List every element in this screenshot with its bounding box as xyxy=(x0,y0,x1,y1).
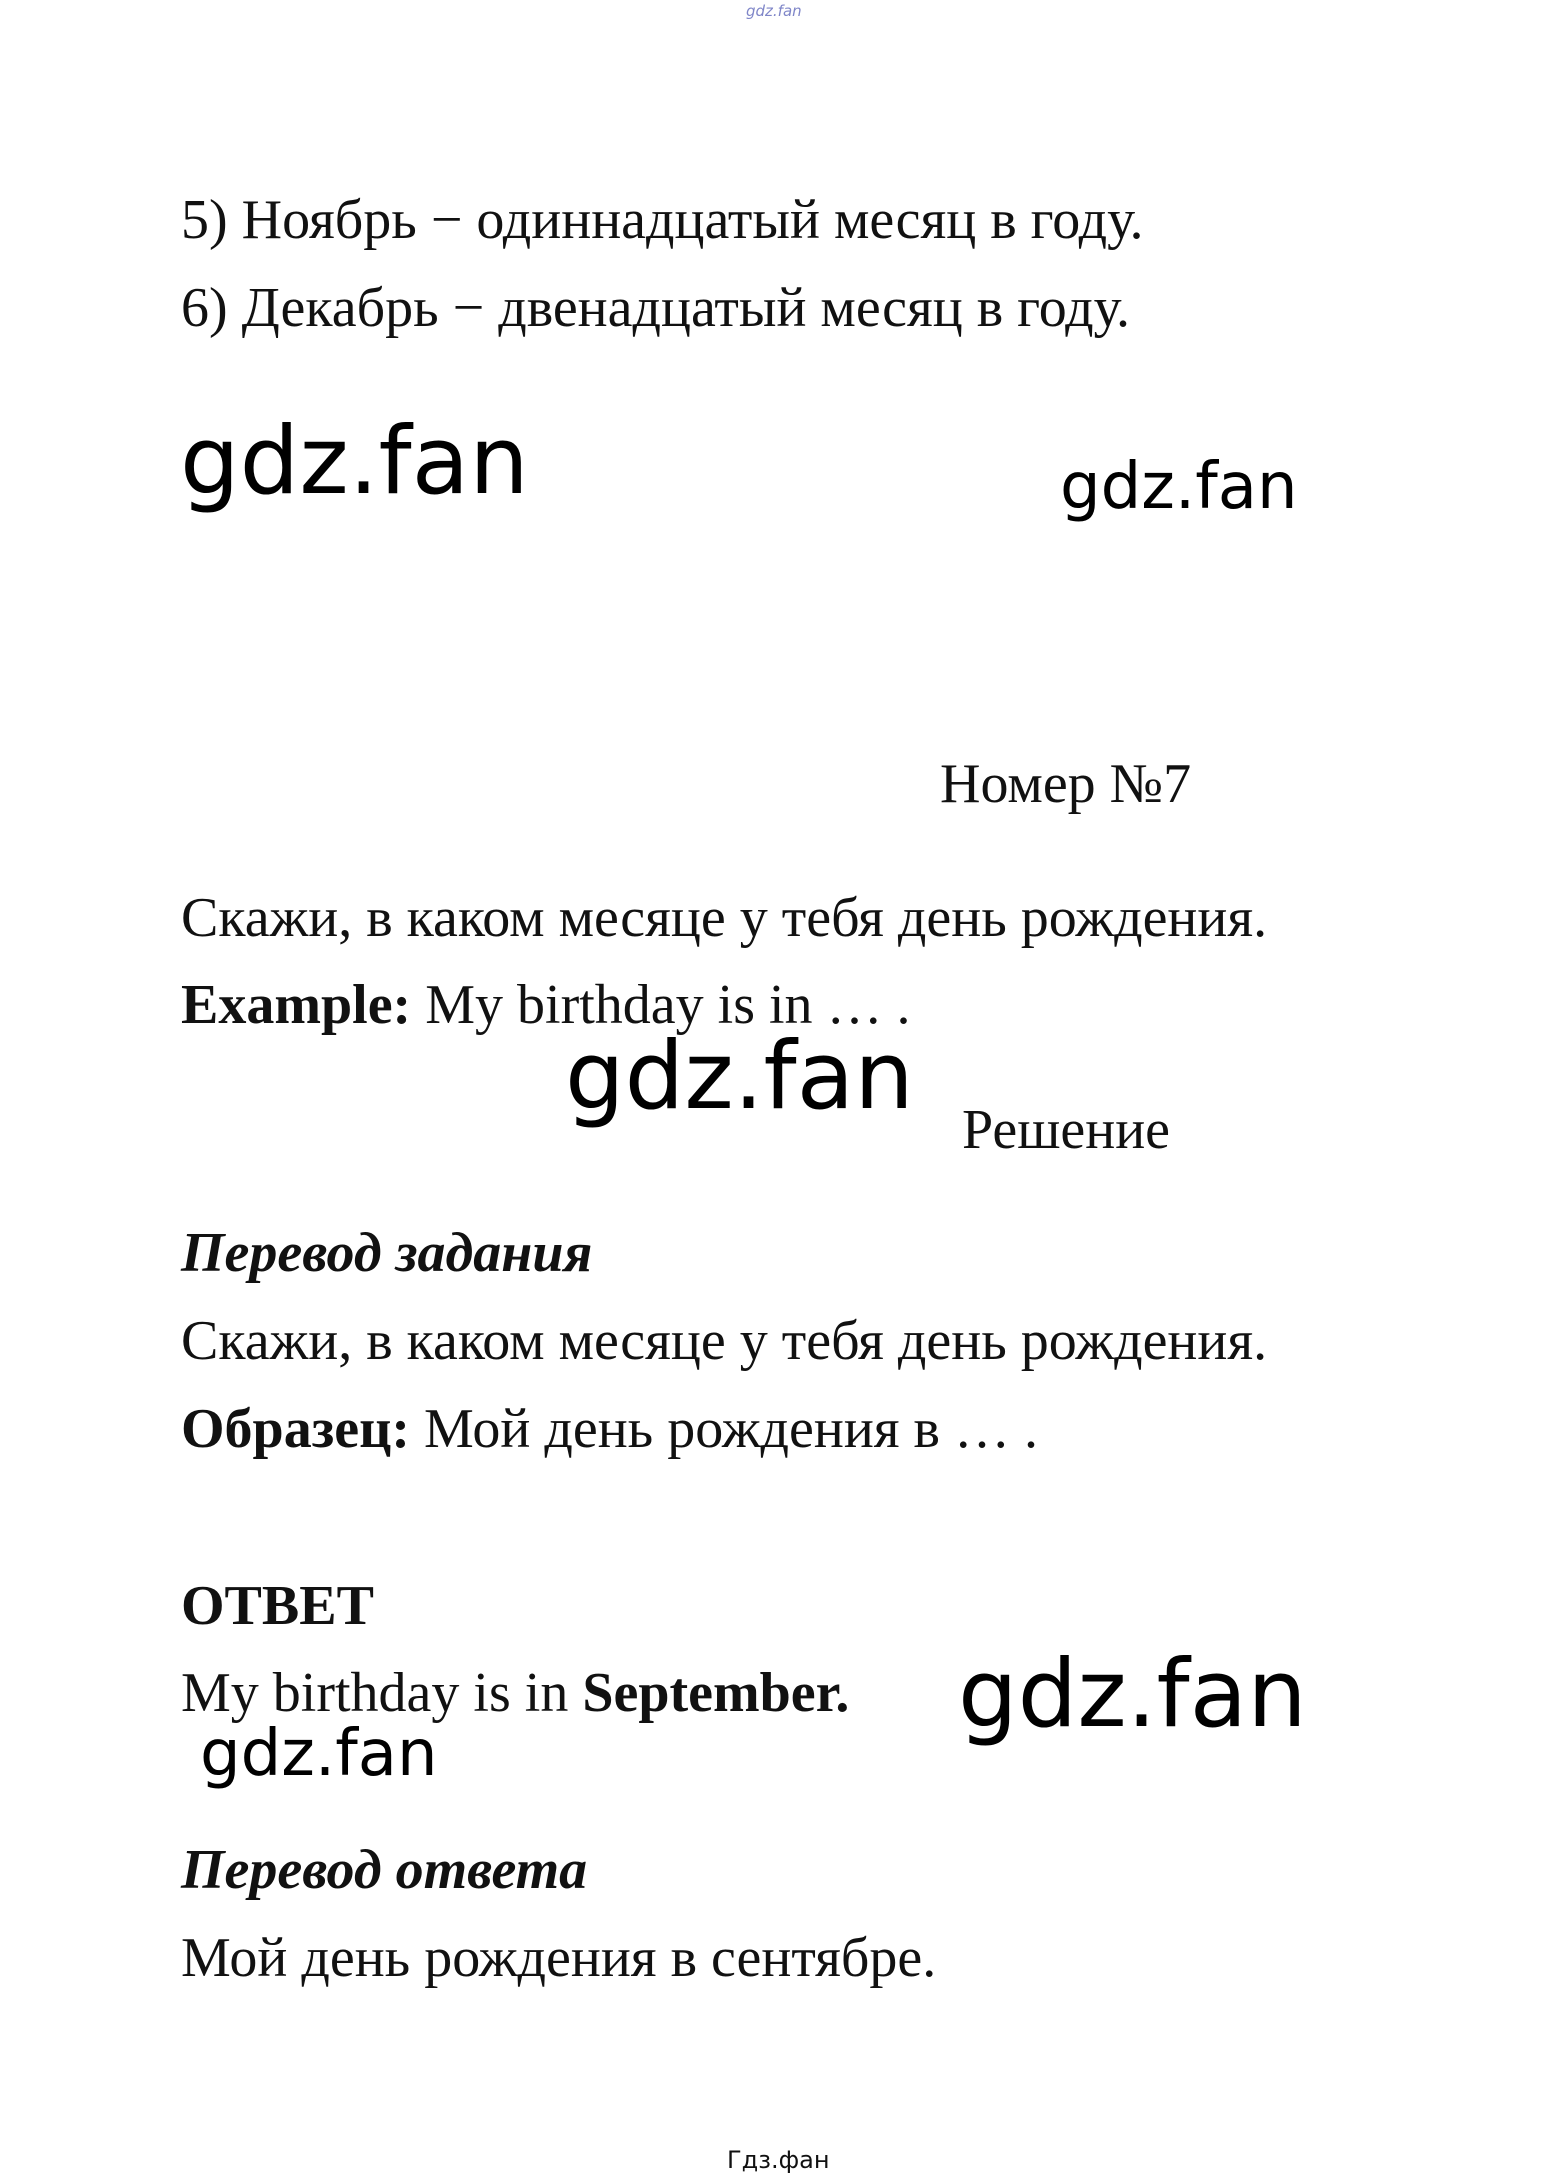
sample-label: Образец: xyxy=(181,1398,410,1460)
watermark-medium-2: gdz.fan xyxy=(200,1717,438,1791)
answer-translation-heading: Перевод ответа xyxy=(181,1839,588,1901)
translation-instruction: Скажи, в каком месяце у тебя день рождения. xyxy=(181,1310,1268,1372)
answer-heading: ОТВЕТ xyxy=(181,1575,374,1637)
task-number: Номер №7 xyxy=(940,753,1192,815)
translation-heading: Перевод задания xyxy=(181,1222,593,1284)
answer-text-prefix: My birthday is in xyxy=(181,1662,583,1724)
answer-translation-text: Мой день рождения в сентябре. xyxy=(181,1927,937,1989)
answer-text-month: September. xyxy=(582,1662,850,1724)
list-item-5: 5) Ноябрь − одиннадцатый месяц в году. xyxy=(181,189,1144,251)
list-item-6: 6) Декабрь − двенадцатый месяц в году. xyxy=(181,277,1130,339)
watermark-large-2: gdz.fan xyxy=(565,1022,914,1131)
sample-text: Мой день рождения в … . xyxy=(409,1398,1038,1460)
answer-text xyxy=(181,1662,850,1724)
example-text: My birthday is in … . xyxy=(411,974,911,1036)
watermark-large-3: gdz.fan xyxy=(958,1640,1307,1749)
header-watermark: gdz.fan xyxy=(746,2,802,20)
watermark-large-1: gdz.fan xyxy=(180,407,529,516)
footer-text: Гдз.фан xyxy=(727,2146,830,2174)
translation-sample xyxy=(181,1398,1038,1460)
example-label: Example: xyxy=(181,974,412,1036)
watermark-medium-1: gdz.fan xyxy=(1060,450,1298,524)
task-instruction: Скажи, в каком месяце у тебя день рождения. xyxy=(181,887,1268,949)
solution-label: Решение xyxy=(962,1099,1171,1161)
